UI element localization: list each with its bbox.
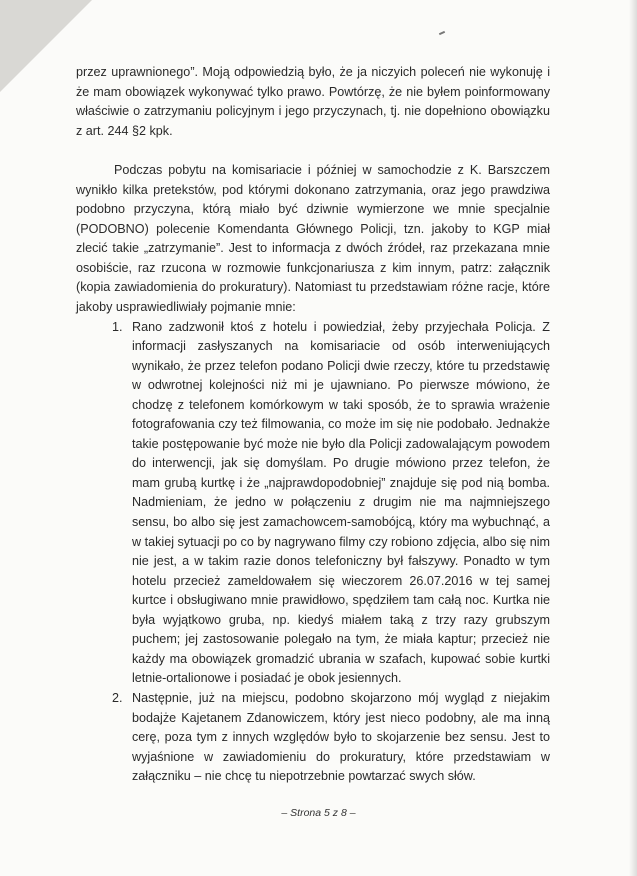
list-item: 2. Następnie, już na miejscu, podobno skojarzono mój wygląd z niejakim bodajże Kajetanem Zdanowiczem, który jest nieco podobny, ale ma inną cerę, poza tym z innych względów było to skojarzenie bez sensu. Jest to wyjaśnione w zawiadomieniu do prokuratury, które przedstawiam w załączniku – nie chcę tu niepotrzebnie powtarzać swych słów. [126,689,550,787]
page-edge-shadow [629,0,637,876]
paragraph-1: przez uprawnionego”. Moją odpowiedzią było, że ja niczyich poleceń nie wykonuję i że mam obowiązek wykonywać tylko prawo. Powtórzę, że nie byłem poinformowany właściwie o zatrzymaniu policyjnym i jego przyczynach, tj. nie dopełniono obowiązku z art. 244 §2 kpk. [76,65,550,138]
document-body [76,63,550,787]
list-item: 1. Rano zadzwonił ktoś z hotelu i powiedział, żeby przyjechała Policja. Z informacji zasłyszanych na komisariacie od osób interweniujących wynikało, że przez telefon podano Policji dwie rzeczy, które tu przedstawię w odwrotnej kolejności niż mi je ujawniano. Po pierwsze mówiono, że chodzę z telefonem komórkowym w taki sposób, że to sprawia wrażenie fotografowania czy też filmowania, co może im się nie podobało. Jednakże takie postępowanie być może nie było dla Policji zadowalającym powodem do interwencji, jak się domyślam. Po drugie mówiono przez telefon, że mam grubą kurtkę i że „najprawdopodobniej” znajduje się pod nią bomba. Nadmieniam, że jedno w połączeniu z drugim nie ma najmniejszego sensu, bo albo się jest zamachowcem-samobójcą, który ma wybuchnąć, a w takiej sytuacji po co by nagrywano filmy czy robiono zdjęcia, albo się nim nie jest, a w takim razie donos telefoniczny był fałszywy. Ponadto w tym hotelu przecież zameldowałem się wieczorem 26.07.2016 w tej samej kurtce i obsługiwano mnie prawidłowo, spędziłem tam całą noc. Kurtka nie była wyjątkowo gruba, np. kiedyś miałem taką z trzy razy grubszym puchem; jej zastosowanie polegało na tym, że miała kaptur; przecież nie każdy ma obowiązek gromadzić ubrania w szafach, kupować sobie kurtki letnie-ortalionowe i posiadać je obok jesiennych. [126,318,550,689]
scan-speck [439,31,445,35]
reasons-list [76,318,550,787]
page-number-footer: – Strona 5 z 8 – [281,807,356,819]
paragraph-2: Podczas pobytu na komisariacie i później w samochodzie z K. Barszczem wynikło kilka pretekstów, pod którymi dokonano zatrzymania, oraz jego prawdziwa podobno przyczyna, którą miało być dziwnie wymierzone we mnie specjalnie (PODOBNO) polecenie Komendanta Głównego Policji, tzn. jakoby to KGP miał zlecić takie „zatrzymanie”. Jest to informacja z dwóch źródeł, raz przekazana mnie osobiście, raz rzucona w rozmowie funkcjonariusza z kim innym, patrz: załącznik (kopia zawiadomienia do prokuratury). Natomiast tu przedstawiam różne racje, które jakoby usprawiedliwiały pojmanie mnie: [76,163,550,315]
